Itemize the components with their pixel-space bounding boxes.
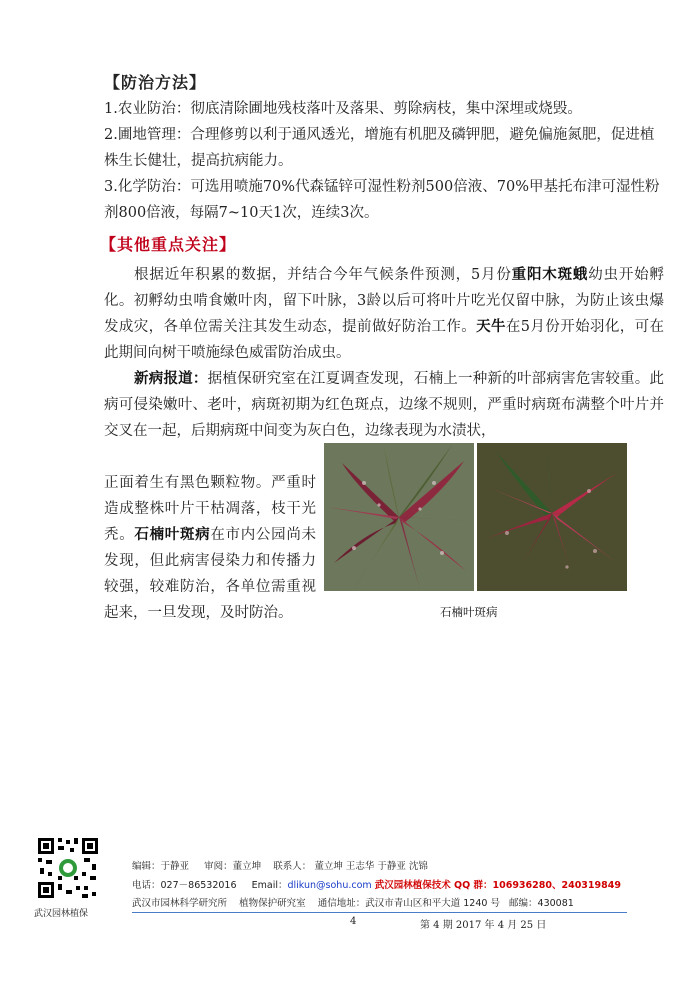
editor-name: 于静亚 xyxy=(160,861,190,872)
focus-paragraph-new-disease xyxy=(104,366,664,444)
phone-number: 027－86532016 xyxy=(160,880,237,891)
qr-code-icon xyxy=(36,836,100,900)
pest-text-2: 幼虫开始孵化。初孵幼虫啃食嫩叶肉，留下叶脉，3龄以后可将叶片吃光仅留中脉，为防止该虫爆发成灾，各单位需关注其发生动态，提前做好防治工作。 xyxy=(104,267,665,335)
disease-side-text-1: 正面着生有黑色颗粒物。严重时造成整株叶片干枯凋落，枝干光秃。 xyxy=(104,475,316,543)
disease-side-text xyxy=(104,470,316,626)
disease-name: 石楠叶斑病 xyxy=(134,527,211,543)
pest-text-1: 根据近年积累的数据，并结合今年气候条件预测，5月份 xyxy=(134,267,512,283)
qq-group-label: 武汉园林植保技术 QQ 群： xyxy=(374,880,493,891)
focus-paragraph-pests xyxy=(104,262,664,366)
footer-contact: 电话：027－86532016 Email：dlikun@sohu.com 武汉园林植保技术 QQ 群：106936280、240319849 xyxy=(132,880,621,891)
photo-caption: 石楠叶斑病 xyxy=(440,605,498,619)
method-item-2: 2.圃地管理：合理修剪以利于通风透光，增施有机肥及磷钾肥，避免偏施氮肥，促进植株生长健壮，提高抗病能力。 xyxy=(104,127,655,169)
pest-text-3: 在5月份开始羽化，可在此期间向树干喷施绿色威雷防治成虫。 xyxy=(104,319,665,361)
new-disease-label: 新病报道： xyxy=(134,371,208,387)
footer-rule xyxy=(132,912,627,913)
footer-address: 武汉市园林科学研究所 植物保护研究室 通信地址：武汉市青山区和平大道 1240 号 邮编：430081 xyxy=(132,898,574,909)
issue-date: 第 4 期 2017 年 4 月 25 日 xyxy=(420,920,547,931)
disease-photo-1 xyxy=(324,443,474,591)
disease-photo-2 xyxy=(477,443,627,591)
postcode: 430081 xyxy=(537,898,574,909)
email-link[interactable]: dlikun@sohu.com xyxy=(287,880,372,891)
contact-names: 董立坤 王志华 于静亚 沈锦 xyxy=(314,861,428,872)
method-item-3: 3.化学防治：可选用喷施70%代森锰锌可湿性粉剂500倍液、70%甲基托布津可湿性粉剂800倍液，每隔7~10天1次，连续3次。 xyxy=(104,179,660,221)
qr-label: 武汉园林植保 xyxy=(34,909,89,919)
reviewer-name: 董立坤 xyxy=(232,861,262,872)
footer-editors: 编辑：于静亚 审阅：董立坤 联系人： 董立坤 王志华 于静亚 沈锦 xyxy=(132,861,428,872)
dept-name: 植物保护研究室 xyxy=(239,898,306,909)
disease-side-text-2: 在市内公园尚未发现，但此病害侵染力和传播力较强，较难防治，各单位需重视起来，一旦发现，及时防治。 xyxy=(104,527,317,621)
address: 武汉市青山区和平大道 1240 号 xyxy=(365,898,500,909)
pest-name-1: 重阳木斑蛾 xyxy=(511,267,589,283)
page-number: 4 xyxy=(350,916,357,927)
new-disease-text: 据植保研究室在江夏调查发现，石楠上一种新的叶部病害危害较重。此病可侵染嫩叶、老叶，病斑初期为红色斑点，边缘不规则，严重时病斑布满整个叶片并交叉在一起，后期病斑中间变为灰白色，边缘表现为水渍状， xyxy=(104,371,665,439)
section-heading-methods: 【防治方法】 xyxy=(104,73,207,92)
pest-name-2: 天牛 xyxy=(476,319,506,335)
org-name: 武汉市园林科学研究所 xyxy=(132,898,228,909)
qq-group-numbers: 106936280、240319849 xyxy=(492,880,621,891)
method-item-1: 1.农业防治：彻底清除圃地残枝落叶及落果、剪除病枝，集中深埋或烧毁。 xyxy=(104,101,582,117)
section-heading-focus: 【其他重点关注】 xyxy=(100,235,237,254)
